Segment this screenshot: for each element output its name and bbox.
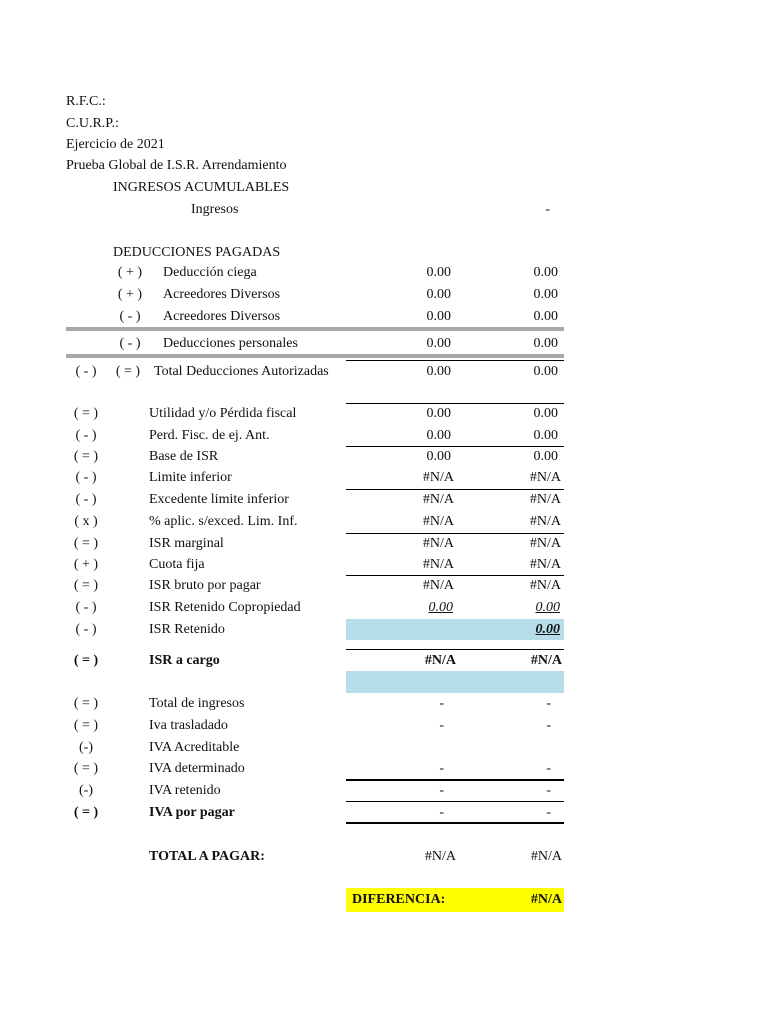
iva-value-2: -	[546, 696, 551, 711]
rule-line	[346, 801, 564, 802]
isr-value-2: #N/A	[529, 492, 561, 507]
deduccion-label: Acreedores Diversos	[163, 287, 281, 302]
deduccion-label: Deducciones personales	[163, 336, 298, 351]
isr-value-2: #N/A	[529, 578, 561, 593]
iva-label: IVA retenido	[149, 783, 221, 798]
iva-pagar-value-2: -	[546, 805, 551, 820]
isr-sign: ( = )	[73, 406, 99, 421]
deduccion-value-1: 0.00	[426, 265, 451, 280]
iva-label: Iva trasladado	[149, 718, 228, 733]
rule-line	[346, 403, 564, 404]
isr-value-1: #N/A	[422, 470, 454, 485]
deduccion-sign: ( + )	[117, 287, 143, 302]
total-pagar-label: TOTAL A PAGAR:	[149, 849, 265, 864]
iva-pagar-label: IVA por pagar	[149, 805, 235, 820]
deduccion-value-2: 0.00	[533, 309, 558, 324]
total-deducciones-value-2: 0.00	[533, 364, 558, 379]
isr-value-1: 0.00	[428, 600, 453, 615]
rule-line	[346, 533, 564, 534]
isr-value-2: #N/A	[529, 557, 561, 572]
iva-value-1: -	[439, 718, 444, 733]
isr-value-1: #N/A	[422, 492, 454, 507]
iva-value-1: -	[439, 783, 444, 798]
total-deducciones-sign-2: ( = )	[115, 364, 141, 379]
isr-value-1: #N/A	[422, 578, 454, 593]
isr-label: ISR Retenido Copropiedad	[149, 600, 301, 615]
isr-sign: ( - )	[75, 470, 97, 485]
deduccion-label: Deducción ciega	[163, 265, 257, 280]
iva-sign: ( = )	[73, 696, 99, 711]
isr-cargo-value-1: #N/A	[424, 653, 456, 668]
deducciones-section-title: DEDUCCIONES PAGADAS	[113, 245, 281, 260]
isr-sign: ( - )	[75, 622, 97, 637]
iva-label: IVA Acreditable	[149, 740, 240, 755]
isr-label: Perd. Fisc. de ej. Ant.	[149, 428, 270, 443]
total-deducciones-sign-1: ( - )	[75, 364, 97, 379]
ejercicio-label: Ejercicio de 2021	[66, 137, 165, 152]
rule-line	[346, 822, 564, 824]
deduccion-sign: ( + )	[117, 265, 143, 280]
isr-value-2: 0.00	[533, 406, 558, 421]
ingresos-section-title: INGRESOS ACUMULABLES	[113, 180, 290, 195]
iva-value-2: -	[546, 718, 551, 733]
iva-label: IVA determinado	[149, 761, 245, 776]
iva-label: Total de ingresos	[149, 696, 245, 711]
gray-divider	[66, 354, 564, 358]
isr-value-1: #N/A	[422, 514, 454, 529]
ingresos-value: -	[545, 202, 550, 217]
total-deducciones-label: Total Deducciones Autorizadas	[154, 364, 329, 379]
document-title: Prueba Global de I.S.R. Arrendamiento	[66, 158, 287, 173]
isr-label: Utilidad y/o Pérdida fiscal	[149, 406, 297, 421]
deduccion-value-2: 0.00	[533, 336, 558, 351]
iva-value-1: -	[439, 761, 444, 776]
deduccion-sign: ( - )	[119, 309, 141, 324]
deduccion-value-2: 0.00	[533, 287, 558, 302]
isr-value-2: 0.00	[533, 428, 558, 443]
iva-value-2: -	[546, 783, 551, 798]
isr-cargo-highlight	[346, 671, 564, 693]
deduccion-value-2: 0.00	[533, 265, 558, 280]
deduccion-label: Acreedores Diversos	[163, 309, 281, 324]
isr-sign: ( = )	[73, 449, 99, 464]
total-deducciones-value-1: 0.00	[426, 364, 451, 379]
iva-sign: ( = )	[73, 718, 99, 733]
deduccion-value-1: 0.00	[426, 336, 451, 351]
ingresos-label: Ingresos	[191, 202, 239, 217]
deduccion-value-1: 0.00	[426, 309, 451, 324]
isr-sign: ( - )	[75, 600, 97, 615]
isr-label: ISR bruto por pagar	[149, 578, 261, 593]
isr-sign: ( + )	[73, 557, 99, 572]
total-pagar-value-2: #N/A	[530, 849, 562, 864]
iva-pagar-value-1: -	[439, 805, 444, 820]
isr-value-2: 0.00	[533, 449, 558, 464]
isr-value-1: 0.00	[426, 428, 451, 443]
isr-label: Limite inferior	[149, 470, 232, 485]
rule-line	[346, 446, 564, 447]
isr-value-2: 0.00	[535, 622, 560, 637]
isr-cargo-value-2: #N/A	[530, 653, 562, 668]
deduccion-sign: ( - )	[119, 336, 141, 351]
iva-value-2: -	[546, 761, 551, 776]
iva-sign: ( = )	[73, 761, 99, 776]
isr-label: ISR Retenido	[149, 622, 225, 637]
isr-cargo-sign: ( = )	[73, 653, 99, 668]
isr-label: Excedente limite inferior	[149, 492, 289, 507]
isr-cargo-label: ISR a cargo	[149, 653, 220, 668]
iva-value-1: -	[439, 696, 444, 711]
isr-sign: ( x )	[74, 514, 98, 529]
isr-sign: ( - )	[75, 492, 97, 507]
isr-sign: ( = )	[73, 578, 99, 593]
rule-line	[346, 779, 564, 781]
curp-label: C.U.R.P.:	[66, 116, 119, 131]
isr-value-1: 0.00	[426, 449, 451, 464]
isr-value-1: #N/A	[422, 557, 454, 572]
rule-line	[346, 649, 564, 650]
rule-line	[346, 489, 564, 490]
isr-value-2: #N/A	[529, 536, 561, 551]
rule-line	[346, 360, 564, 361]
iva-sign: (-)	[79, 740, 93, 755]
isr-label: ISR marginal	[149, 536, 224, 551]
rule-line	[346, 575, 564, 576]
isr-value-1: 0.00	[426, 406, 451, 421]
diferencia-value: #N/A	[530, 892, 562, 907]
total-pagar-value-1: #N/A	[424, 849, 456, 864]
isr-value-2: 0.00	[535, 600, 560, 615]
isr-value-2: #N/A	[529, 470, 561, 485]
isr-label: Cuota fija	[149, 557, 205, 572]
gray-divider	[66, 327, 564, 331]
rfc-label: R.F.C.:	[66, 94, 106, 109]
isr-value-2: #N/A	[529, 514, 561, 529]
isr-sign: ( = )	[73, 536, 99, 551]
deduccion-value-1: 0.00	[426, 287, 451, 302]
isr-sign: ( - )	[75, 428, 97, 443]
isr-label: % aplic. s/exced. Lim. Inf.	[149, 514, 298, 529]
diferencia-label: DIFERENCIA:	[352, 892, 446, 907]
isr-label: Base de ISR	[149, 449, 219, 464]
iva-pagar-sign: ( = )	[73, 805, 99, 820]
iva-sign: (-)	[79, 783, 93, 798]
isr-value-1: #N/A	[422, 536, 454, 551]
